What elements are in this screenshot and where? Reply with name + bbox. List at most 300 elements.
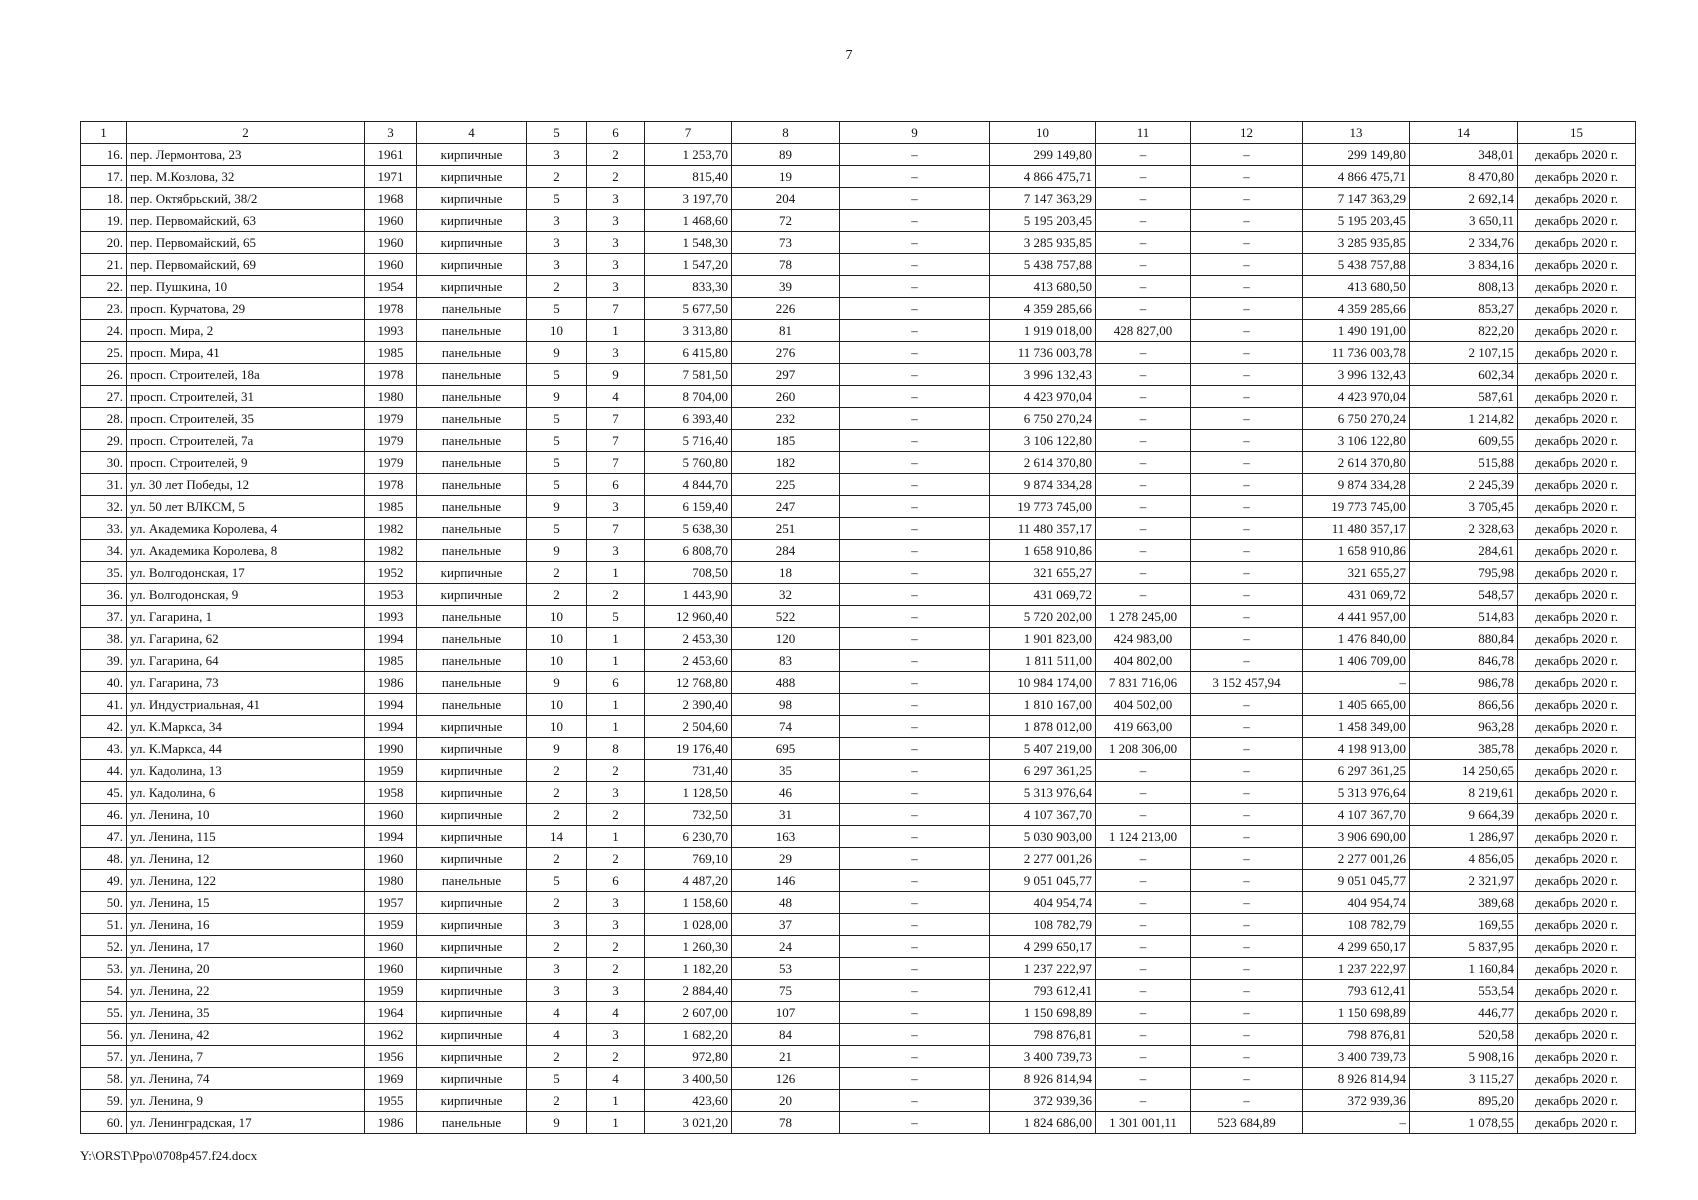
area-cell: 6 808,70 xyxy=(645,540,732,562)
residents-cell: 81 xyxy=(732,320,840,342)
cost-col-9-cell: – xyxy=(840,298,990,320)
cost-col-12-cell: – xyxy=(1191,804,1303,826)
wall-material-cell: панельные xyxy=(417,540,527,562)
completion-date-cell: декабрь 2020 г. xyxy=(1518,804,1636,826)
cost-col-9-cell: – xyxy=(840,188,990,210)
cost-col-13-cell: 413 680,50 xyxy=(1303,276,1410,298)
entrances-cell: 3 xyxy=(587,540,645,562)
floors-cell: 2 xyxy=(527,166,587,188)
table-row xyxy=(81,298,1636,320)
cost-col-12-cell: – xyxy=(1191,188,1303,210)
cost-col-9-cell: – xyxy=(840,760,990,782)
cost-col-13-cell: 3 106 122,80 xyxy=(1303,430,1410,452)
cost-col-11-cell: – xyxy=(1096,782,1191,804)
entrances-cell: 1 xyxy=(587,716,645,738)
table-row xyxy=(81,364,1636,386)
cost-per-sqm-cell: 9 664,39 xyxy=(1410,804,1518,826)
area-cell: 5 760,80 xyxy=(645,452,732,474)
entrances-cell: 2 xyxy=(587,958,645,980)
column-header-4: 4 xyxy=(417,122,527,144)
year-built-cell: 1959 xyxy=(365,980,417,1002)
floors-cell: 5 xyxy=(527,430,587,452)
address-cell: ул. Ленина, 17 xyxy=(127,936,365,958)
entrances-cell: 7 xyxy=(587,430,645,452)
table-body xyxy=(81,144,1636,1134)
address-cell: ул. Академика Королева, 4 xyxy=(127,518,365,540)
address-cell: ул. 30 лет Победы, 12 xyxy=(127,474,365,496)
total-cost-cell: 3 400 739,73 xyxy=(990,1046,1096,1068)
area-cell: 1 443,90 xyxy=(645,584,732,606)
cost-col-9-cell: – xyxy=(840,650,990,672)
cost-col-9-cell: – xyxy=(840,518,990,540)
cost-per-sqm-cell: 3 705,45 xyxy=(1410,496,1518,518)
residents-cell: 72 xyxy=(732,210,840,232)
row-number-cell: 57. xyxy=(81,1046,127,1068)
year-built-cell: 1982 xyxy=(365,518,417,540)
cost-col-13-cell: 3 285 935,85 xyxy=(1303,232,1410,254)
cost-col-12-cell: – xyxy=(1191,958,1303,980)
address-cell: пер. Первомайский, 69 xyxy=(127,254,365,276)
address-cell: ул. Кадолина, 13 xyxy=(127,760,365,782)
wall-material-cell: кирпичные xyxy=(417,936,527,958)
residents-cell: 488 xyxy=(732,672,840,694)
cost-col-9-cell: – xyxy=(840,1090,990,1112)
address-cell: ул. Гагарина, 64 xyxy=(127,650,365,672)
floors-cell: 3 xyxy=(527,980,587,1002)
cost-col-11-cell: – xyxy=(1096,936,1191,958)
column-header-1: 1 xyxy=(81,122,127,144)
entrances-cell: 1 xyxy=(587,562,645,584)
wall-material-cell: кирпичные xyxy=(417,782,527,804)
cost-col-12-cell: – xyxy=(1191,342,1303,364)
cost-col-12-cell: – xyxy=(1191,628,1303,650)
completion-date-cell: декабрь 2020 г. xyxy=(1518,760,1636,782)
total-cost-cell: 3 106 122,80 xyxy=(990,430,1096,452)
wall-material-cell: кирпичные xyxy=(417,276,527,298)
year-built-cell: 1971 xyxy=(365,166,417,188)
year-built-cell: 1978 xyxy=(365,298,417,320)
cost-per-sqm-cell: 169,55 xyxy=(1410,914,1518,936)
residents-cell: 204 xyxy=(732,188,840,210)
cost-col-11-cell: – xyxy=(1096,1090,1191,1112)
cost-col-12-cell: – xyxy=(1191,1090,1303,1112)
cost-col-9-cell: – xyxy=(840,980,990,1002)
row-number-cell: 16. xyxy=(81,144,127,166)
table-row xyxy=(81,540,1636,562)
year-built-cell: 1960 xyxy=(365,936,417,958)
wall-material-cell: панельные xyxy=(417,1112,527,1134)
table-row xyxy=(81,738,1636,760)
residents-cell: 107 xyxy=(732,1002,840,1024)
year-built-cell: 1994 xyxy=(365,826,417,848)
cost-col-12-cell: – xyxy=(1191,1068,1303,1090)
residents-cell: 78 xyxy=(732,1112,840,1134)
cost-col-9-cell: – xyxy=(840,826,990,848)
total-cost-cell: 1 658 910,86 xyxy=(990,540,1096,562)
column-header-10: 10 xyxy=(990,122,1096,144)
address-cell: ул. Волгодонская, 9 xyxy=(127,584,365,606)
residents-cell: 83 xyxy=(732,650,840,672)
address-cell: ул. Ленина, 35 xyxy=(127,1002,365,1024)
area-cell: 4 487,20 xyxy=(645,870,732,892)
entrances-cell: 6 xyxy=(587,672,645,694)
entrances-cell: 2 xyxy=(587,760,645,782)
cost-col-11-cell: 1 208 306,00 xyxy=(1096,738,1191,760)
cost-col-12-cell: – xyxy=(1191,848,1303,870)
row-number-cell: 54. xyxy=(81,980,127,1002)
total-cost-cell: 5 438 757,88 xyxy=(990,254,1096,276)
wall-material-cell: панельные xyxy=(417,452,527,474)
cost-col-11-cell: – xyxy=(1096,760,1191,782)
floors-cell: 3 xyxy=(527,232,587,254)
area-cell: 1 182,20 xyxy=(645,958,732,980)
wall-material-cell: кирпичные xyxy=(417,254,527,276)
floors-cell: 9 xyxy=(527,738,587,760)
cost-per-sqm-cell: 2 321,97 xyxy=(1410,870,1518,892)
cost-per-sqm-cell: 3 834,16 xyxy=(1410,254,1518,276)
cost-col-12-cell: – xyxy=(1191,430,1303,452)
wall-material-cell: панельные xyxy=(417,474,527,496)
completion-date-cell: декабрь 2020 г. xyxy=(1518,518,1636,540)
cost-per-sqm-cell: 3 650,11 xyxy=(1410,210,1518,232)
residents-cell: 695 xyxy=(732,738,840,760)
row-number-cell: 49. xyxy=(81,870,127,892)
floors-cell: 10 xyxy=(527,694,587,716)
cost-col-13-cell: 108 782,79 xyxy=(1303,914,1410,936)
residents-cell: 120 xyxy=(732,628,840,650)
cost-col-12-cell: – xyxy=(1191,232,1303,254)
residents-cell: 182 xyxy=(732,452,840,474)
row-number-cell: 22. xyxy=(81,276,127,298)
cost-per-sqm-cell: 808,13 xyxy=(1410,276,1518,298)
row-number-cell: 21. xyxy=(81,254,127,276)
cost-col-12-cell: – xyxy=(1191,474,1303,496)
cost-col-13-cell: 4 198 913,00 xyxy=(1303,738,1410,760)
area-cell: 6 393,40 xyxy=(645,408,732,430)
residents-cell: 126 xyxy=(732,1068,840,1090)
entrances-cell: 2 xyxy=(587,166,645,188)
row-number-cell: 19. xyxy=(81,210,127,232)
cost-per-sqm-cell: 853,27 xyxy=(1410,298,1518,320)
floors-cell: 10 xyxy=(527,320,587,342)
total-cost-cell: 8 926 814,94 xyxy=(990,1068,1096,1090)
cost-col-12-cell: – xyxy=(1191,914,1303,936)
row-number-cell: 56. xyxy=(81,1024,127,1046)
cost-col-12-cell: – xyxy=(1191,760,1303,782)
cost-col-12-cell: 523 684,89 xyxy=(1191,1112,1303,1134)
cost-col-12-cell: – xyxy=(1191,452,1303,474)
cost-col-13-cell: 299 149,80 xyxy=(1303,144,1410,166)
year-built-cell: 1993 xyxy=(365,320,417,342)
area-cell: 8 704,00 xyxy=(645,386,732,408)
residents-cell: 98 xyxy=(732,694,840,716)
total-cost-cell: 4 359 285,66 xyxy=(990,298,1096,320)
address-cell: ул. Ленина, 22 xyxy=(127,980,365,1002)
wall-material-cell: панельные xyxy=(417,342,527,364)
area-cell: 1 128,50 xyxy=(645,782,732,804)
table-row xyxy=(81,826,1636,848)
completion-date-cell: декабрь 2020 г. xyxy=(1518,1090,1636,1112)
floors-cell: 10 xyxy=(527,628,587,650)
completion-date-cell: декабрь 2020 г. xyxy=(1518,386,1636,408)
cost-col-13-cell: 798 876,81 xyxy=(1303,1024,1410,1046)
row-number-cell: 55. xyxy=(81,1002,127,1024)
table-row xyxy=(81,584,1636,606)
cost-col-9-cell: – xyxy=(840,254,990,276)
completion-date-cell: декабрь 2020 г. xyxy=(1518,232,1636,254)
cost-per-sqm-cell: 5 908,16 xyxy=(1410,1046,1518,1068)
table-row xyxy=(81,870,1636,892)
row-number-cell: 44. xyxy=(81,760,127,782)
residents-cell: 20 xyxy=(732,1090,840,1112)
year-built-cell: 1990 xyxy=(365,738,417,760)
address-cell: ул. Кадолина, 6 xyxy=(127,782,365,804)
cost-col-13-cell: 6 750 270,24 xyxy=(1303,408,1410,430)
table-row xyxy=(81,980,1636,1002)
total-cost-cell: 1 919 018,00 xyxy=(990,320,1096,342)
cost-col-11-cell: – xyxy=(1096,166,1191,188)
cost-col-13-cell: 1 405 665,00 xyxy=(1303,694,1410,716)
row-number-cell: 37. xyxy=(81,606,127,628)
cost-per-sqm-cell: 284,61 xyxy=(1410,540,1518,562)
residents-cell: 35 xyxy=(732,760,840,782)
table-row xyxy=(81,716,1636,738)
row-number-cell: 31. xyxy=(81,474,127,496)
address-cell: пер. Пушкина, 10 xyxy=(127,276,365,298)
table-row xyxy=(81,1046,1636,1068)
wall-material-cell: кирпичные xyxy=(417,166,527,188)
table-row xyxy=(81,672,1636,694)
area-cell: 5 716,40 xyxy=(645,430,732,452)
column-header-8: 8 xyxy=(732,122,840,144)
row-number-cell: 46. xyxy=(81,804,127,826)
entrances-cell: 3 xyxy=(587,342,645,364)
total-cost-cell: 9 874 334,28 xyxy=(990,474,1096,496)
year-built-cell: 1960 xyxy=(365,210,417,232)
cost-col-11-cell: – xyxy=(1096,342,1191,364)
cost-col-13-cell: 1 458 349,00 xyxy=(1303,716,1410,738)
cost-col-9-cell: – xyxy=(840,496,990,518)
address-cell: ул. Ленина, 115 xyxy=(127,826,365,848)
floors-cell: 2 xyxy=(527,276,587,298)
area-cell: 5 638,30 xyxy=(645,518,732,540)
total-cost-cell: 321 655,27 xyxy=(990,562,1096,584)
year-built-cell: 1978 xyxy=(365,364,417,386)
row-number-cell: 48. xyxy=(81,848,127,870)
cost-col-9-cell: – xyxy=(840,540,990,562)
cost-col-12-cell: – xyxy=(1191,298,1303,320)
cost-per-sqm-cell: 1 286,97 xyxy=(1410,826,1518,848)
floors-cell: 5 xyxy=(527,518,587,540)
year-built-cell: 1979 xyxy=(365,408,417,430)
cost-per-sqm-cell: 609,55 xyxy=(1410,430,1518,452)
entrances-cell: 4 xyxy=(587,386,645,408)
completion-date-cell: декабрь 2020 г. xyxy=(1518,936,1636,958)
residents-cell: 74 xyxy=(732,716,840,738)
completion-date-cell: декабрь 2020 г. xyxy=(1518,1024,1636,1046)
table-row xyxy=(81,892,1636,914)
cost-per-sqm-cell: 348,01 xyxy=(1410,144,1518,166)
table-row xyxy=(81,936,1636,958)
row-number-cell: 43. xyxy=(81,738,127,760)
completion-date-cell: декабрь 2020 г. xyxy=(1518,672,1636,694)
cost-col-13-cell: 4 359 285,66 xyxy=(1303,298,1410,320)
year-built-cell: 1960 xyxy=(365,958,417,980)
cost-col-13-cell: 3 906 690,00 xyxy=(1303,826,1410,848)
cost-col-9-cell: – xyxy=(840,386,990,408)
row-number-cell: 47. xyxy=(81,826,127,848)
row-number-cell: 58. xyxy=(81,1068,127,1090)
row-number-cell: 40. xyxy=(81,672,127,694)
entrances-cell: 8 xyxy=(587,738,645,760)
year-built-cell: 1994 xyxy=(365,694,417,716)
row-number-cell: 36. xyxy=(81,584,127,606)
wall-material-cell: кирпичные xyxy=(417,892,527,914)
wall-material-cell: кирпичные xyxy=(417,848,527,870)
year-built-cell: 1980 xyxy=(365,386,417,408)
floors-cell: 4 xyxy=(527,1002,587,1024)
cost-col-13-cell: 5 438 757,88 xyxy=(1303,254,1410,276)
area-cell: 1 548,30 xyxy=(645,232,732,254)
cost-col-9-cell: – xyxy=(840,364,990,386)
address-cell: просп. Строителей, 7а xyxy=(127,430,365,452)
area-cell: 6 415,80 xyxy=(645,342,732,364)
cost-col-13-cell: 1 490 191,00 xyxy=(1303,320,1410,342)
floors-cell: 2 xyxy=(527,804,587,826)
residents-cell: 247 xyxy=(732,496,840,518)
completion-date-cell: декабрь 2020 г. xyxy=(1518,276,1636,298)
entrances-cell: 2 xyxy=(587,848,645,870)
total-cost-cell: 5 407 219,00 xyxy=(990,738,1096,760)
residents-cell: 297 xyxy=(732,364,840,386)
entrances-cell: 3 xyxy=(587,276,645,298)
completion-date-cell: декабрь 2020 г. xyxy=(1518,584,1636,606)
column-header-3: 3 xyxy=(365,122,417,144)
completion-date-cell: декабрь 2020 г. xyxy=(1518,298,1636,320)
address-cell: ул. Ленина, 74 xyxy=(127,1068,365,1090)
residents-cell: 522 xyxy=(732,606,840,628)
cost-per-sqm-cell: 548,57 xyxy=(1410,584,1518,606)
residents-cell: 46 xyxy=(732,782,840,804)
cost-col-12-cell: – xyxy=(1191,254,1303,276)
cost-col-13-cell: 431 069,72 xyxy=(1303,584,1410,606)
wall-material-cell: кирпичные xyxy=(417,1046,527,1068)
entrances-cell: 1 xyxy=(587,694,645,716)
cost-col-9-cell: – xyxy=(840,672,990,694)
cost-col-11-cell: – xyxy=(1096,1046,1191,1068)
table-row xyxy=(81,210,1636,232)
cost-col-11-cell: – xyxy=(1096,188,1191,210)
entrances-cell: 7 xyxy=(587,408,645,430)
total-cost-cell: 1 811 511,00 xyxy=(990,650,1096,672)
total-cost-cell: 1 824 686,00 xyxy=(990,1112,1096,1134)
cost-col-12-cell: – xyxy=(1191,276,1303,298)
cost-per-sqm-cell: 2 328,63 xyxy=(1410,518,1518,540)
area-cell: 833,30 xyxy=(645,276,732,298)
year-built-cell: 1960 xyxy=(365,848,417,870)
area-cell: 1 468,60 xyxy=(645,210,732,232)
address-cell: ул. Академика Королева, 8 xyxy=(127,540,365,562)
address-cell: ул. Ленина, 10 xyxy=(127,804,365,826)
cost-col-11-cell: 7 831 716,06 xyxy=(1096,672,1191,694)
cost-col-11-cell: – xyxy=(1096,804,1191,826)
cost-per-sqm-cell: 553,54 xyxy=(1410,980,1518,1002)
address-cell: пер. Первомайский, 65 xyxy=(127,232,365,254)
total-cost-cell: 4 107 367,70 xyxy=(990,804,1096,826)
row-number-cell: 17. xyxy=(81,166,127,188)
cost-per-sqm-cell: 14 250,65 xyxy=(1410,760,1518,782)
total-cost-cell: 2 277 001,26 xyxy=(990,848,1096,870)
table-row xyxy=(81,1002,1636,1024)
floors-cell: 2 xyxy=(527,892,587,914)
cost-col-11-cell: – xyxy=(1096,254,1191,276)
entrances-cell: 2 xyxy=(587,1046,645,1068)
year-built-cell: 1953 xyxy=(365,584,417,606)
cost-col-13-cell: 4 441 957,00 xyxy=(1303,606,1410,628)
address-cell: просп. Мира, 41 xyxy=(127,342,365,364)
floors-cell: 9 xyxy=(527,672,587,694)
total-cost-cell: 7 147 363,29 xyxy=(990,188,1096,210)
table-row xyxy=(81,958,1636,980)
page-number: 7 xyxy=(845,48,853,63)
column-header-15: 15 xyxy=(1518,122,1636,144)
address-cell: ул. Ленинградская, 17 xyxy=(127,1112,365,1134)
completion-date-cell: декабрь 2020 г. xyxy=(1518,1068,1636,1090)
total-cost-cell: 6 297 361,25 xyxy=(990,760,1096,782)
total-cost-cell: 1 901 823,00 xyxy=(990,628,1096,650)
cost-col-11-cell: – xyxy=(1096,430,1191,452)
residents-cell: 24 xyxy=(732,936,840,958)
cost-per-sqm-cell: 866,56 xyxy=(1410,694,1518,716)
table-row xyxy=(81,474,1636,496)
table-row xyxy=(81,760,1636,782)
year-built-cell: 1979 xyxy=(365,430,417,452)
residents-cell: 29 xyxy=(732,848,840,870)
wall-material-cell: кирпичные xyxy=(417,716,527,738)
cost-col-9-cell: – xyxy=(840,1112,990,1134)
floors-cell: 2 xyxy=(527,760,587,782)
address-cell: просп. Строителей, 9 xyxy=(127,452,365,474)
completion-date-cell: декабрь 2020 г. xyxy=(1518,606,1636,628)
floors-cell: 14 xyxy=(527,826,587,848)
cost-col-12-cell: – xyxy=(1191,408,1303,430)
table-row xyxy=(81,606,1636,628)
floors-cell: 3 xyxy=(527,914,587,936)
total-cost-cell: 5 313 976,64 xyxy=(990,782,1096,804)
residents-cell: 225 xyxy=(732,474,840,496)
wall-material-cell: кирпичные xyxy=(417,826,527,848)
address-cell: ул. Ленина, 12 xyxy=(127,848,365,870)
address-cell: ул. Гагарина, 1 xyxy=(127,606,365,628)
row-number-cell: 23. xyxy=(81,298,127,320)
area-cell: 1 260,30 xyxy=(645,936,732,958)
completion-date-cell: декабрь 2020 г. xyxy=(1518,980,1636,1002)
address-cell: ул. Волгодонская, 17 xyxy=(127,562,365,584)
row-number-cell: 38. xyxy=(81,628,127,650)
cost-col-13-cell: 11 736 003,78 xyxy=(1303,342,1410,364)
cost-col-13-cell: – xyxy=(1303,672,1410,694)
cost-col-9-cell: – xyxy=(840,870,990,892)
completion-date-cell: декабрь 2020 г. xyxy=(1518,870,1636,892)
cost-col-12-cell: – xyxy=(1191,870,1303,892)
cost-col-11-cell: – xyxy=(1096,364,1191,386)
wall-material-cell: кирпичные xyxy=(417,1068,527,1090)
cost-col-12-cell: – xyxy=(1191,496,1303,518)
cost-col-9-cell: – xyxy=(840,342,990,364)
floors-cell: 5 xyxy=(527,188,587,210)
total-cost-cell: 4 866 475,71 xyxy=(990,166,1096,188)
year-built-cell: 1994 xyxy=(365,628,417,650)
